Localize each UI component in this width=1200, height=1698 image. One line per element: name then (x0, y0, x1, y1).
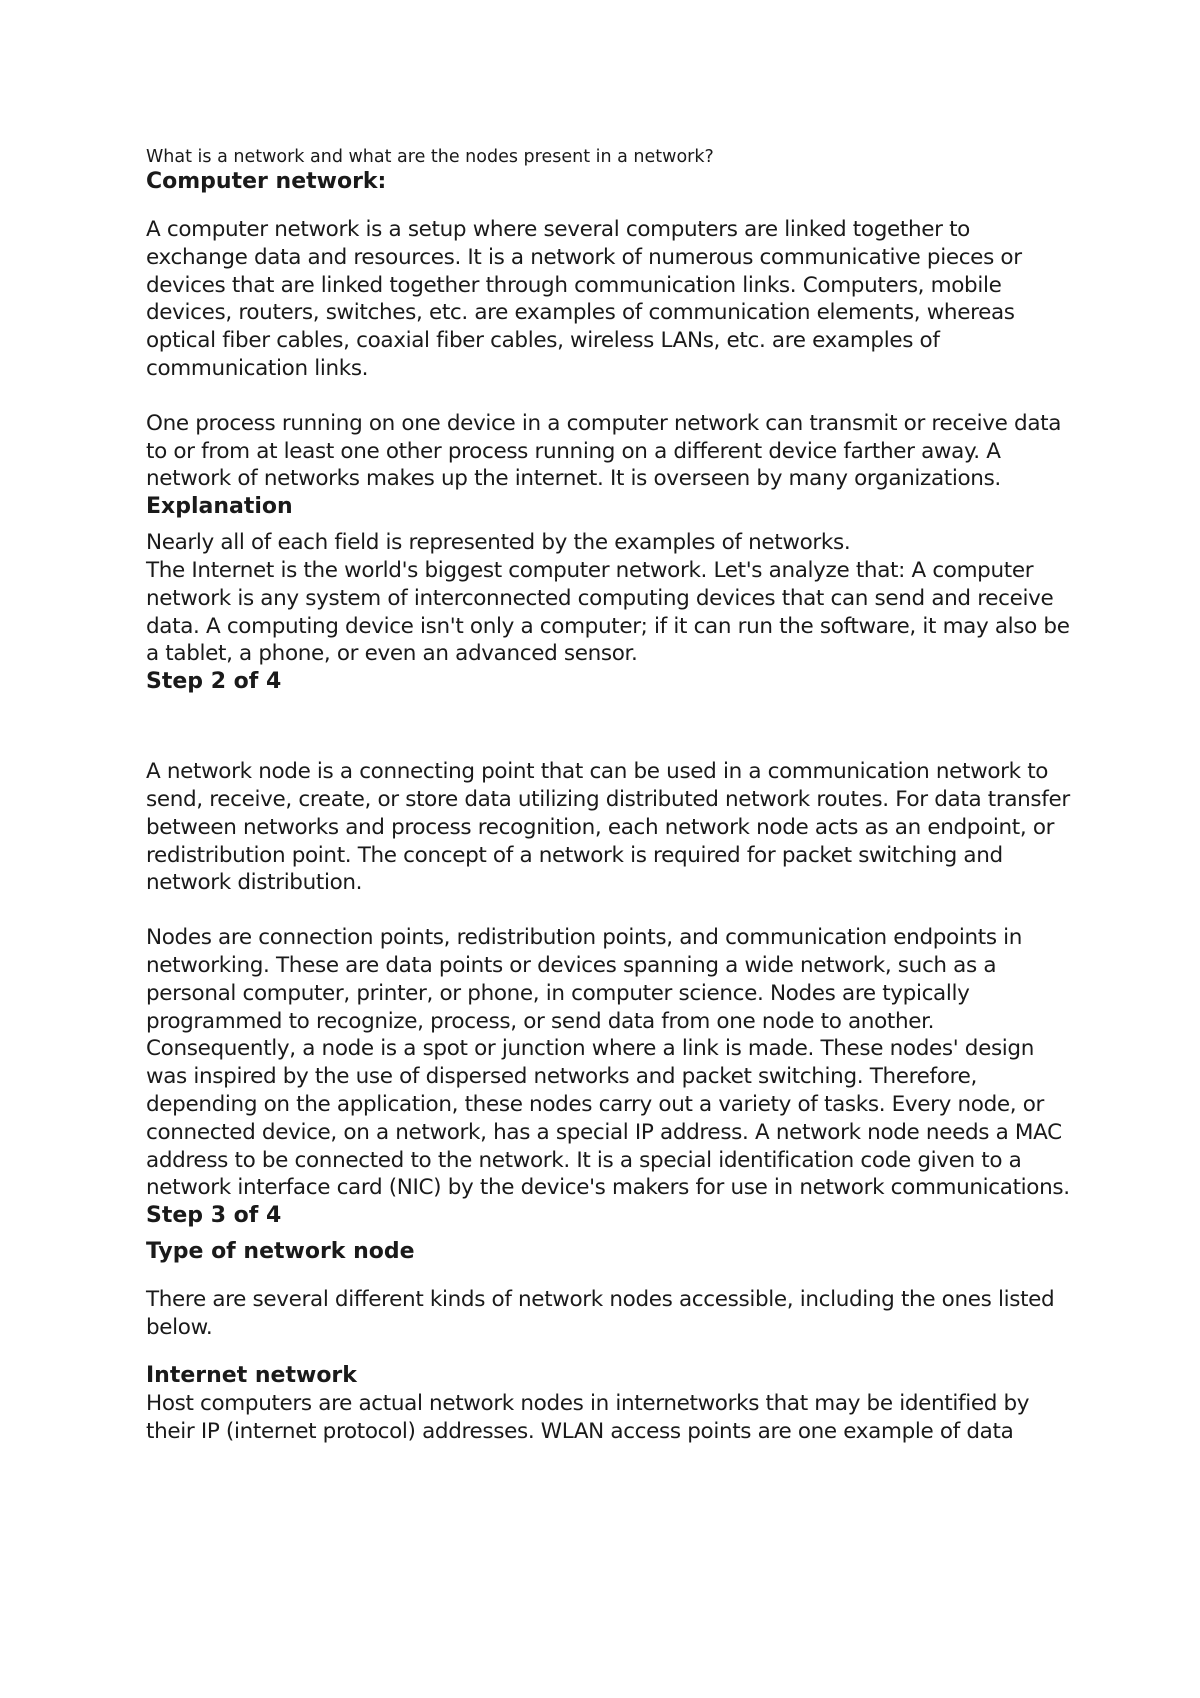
document-page (146, 146, 1076, 1445)
paragraph-nodes: Nodes are connection points, redistribution points, and communication endpoints in networking. These are data points or devices spanning a wide network, such as a personal computer, printer, or phone, in computer science. Nodes are typically programmed to recognize, process, or send data from one node to another. Consequently, a node is a spot or junction where a link is made. These nodes' design was inspired by the use of dispersed networks and packet switching. Therefore, depending on the application, these nodes carry out a variety of tasks. Every node, or connected device, on a network, has a special IP address. A network node needs a MAC address to be connected to the network. It is a special identification code given to a network interface card (NIC) by the device's makers for use in network communications. (146, 925, 1070, 1201)
question-text: What is a network and what are the nodes present in a network? (146, 147, 714, 167)
heading-step-3: Step 3 of 4 (146, 1203, 282, 1229)
heading-step-2: Step 2 of 4 (146, 669, 282, 695)
spacer (146, 897, 1076, 924)
paragraph-examples: Nearly all of each field is represented by the examples of networks. (146, 530, 851, 556)
spacer (146, 1230, 1076, 1238)
spacer (146, 1266, 1076, 1286)
spacer (146, 383, 1076, 410)
spacer (146, 521, 1076, 529)
paragraph-internet: The Internet is the world's biggest computer network. Let's analyze that: A computer network is any system of interconnected computing devices that can send and receive data. A computing device isn't only a computer; if it can run the software, it may also be a tablet, a phone, or even an advanced sensor. (146, 557, 1070, 667)
spacer (146, 1342, 1076, 1362)
spacer (146, 696, 1076, 758)
paragraph-host-computers: Host computers are actual network nodes in internetworks that may be identified by their IP (internet protocol) addresses. WLAN access points are one example of data (146, 1390, 1030, 1444)
heading-type-of-node: Type of network node (146, 1239, 415, 1265)
paragraph-kinds: There are several different kinds of network nodes accessible, including the ones listed below. (146, 1287, 1055, 1340)
spacer (146, 196, 1076, 216)
paragraph-process: One process running on one device in a computer network can transmit or receive data to or from at least one other process running on a different device farther away. A network of networks makes up the internet. It is overseen by many organizations. (146, 410, 1062, 492)
paragraph-definition: A computer network is a setup where several computers are linked together to exchange data and resources. It is a network of numerous communicative pieces or devices that are linked together through communication links. Computers, mobile devices, routers, switches, etc. are examples of communication elements, whereas optical fiber cables, coaxial fiber cables, wireless LANs, etc. are examples of communication links. (146, 217, 1022, 381)
heading-explanation: Explanation (146, 494, 293, 520)
heading-internet-network: Internet network (146, 1362, 357, 1388)
paragraph-network-node: A network node is a connecting point that can be used in a communication network to send, receive, create, or store data utilizing distributed network routes. For data transfer between networks and process recognition, each network node acts as an endpoint, or redistribution point. The concept of a network is required for packet switching and network distribution. (146, 759, 1070, 896)
heading-computer-network: Computer network: (146, 169, 387, 194)
